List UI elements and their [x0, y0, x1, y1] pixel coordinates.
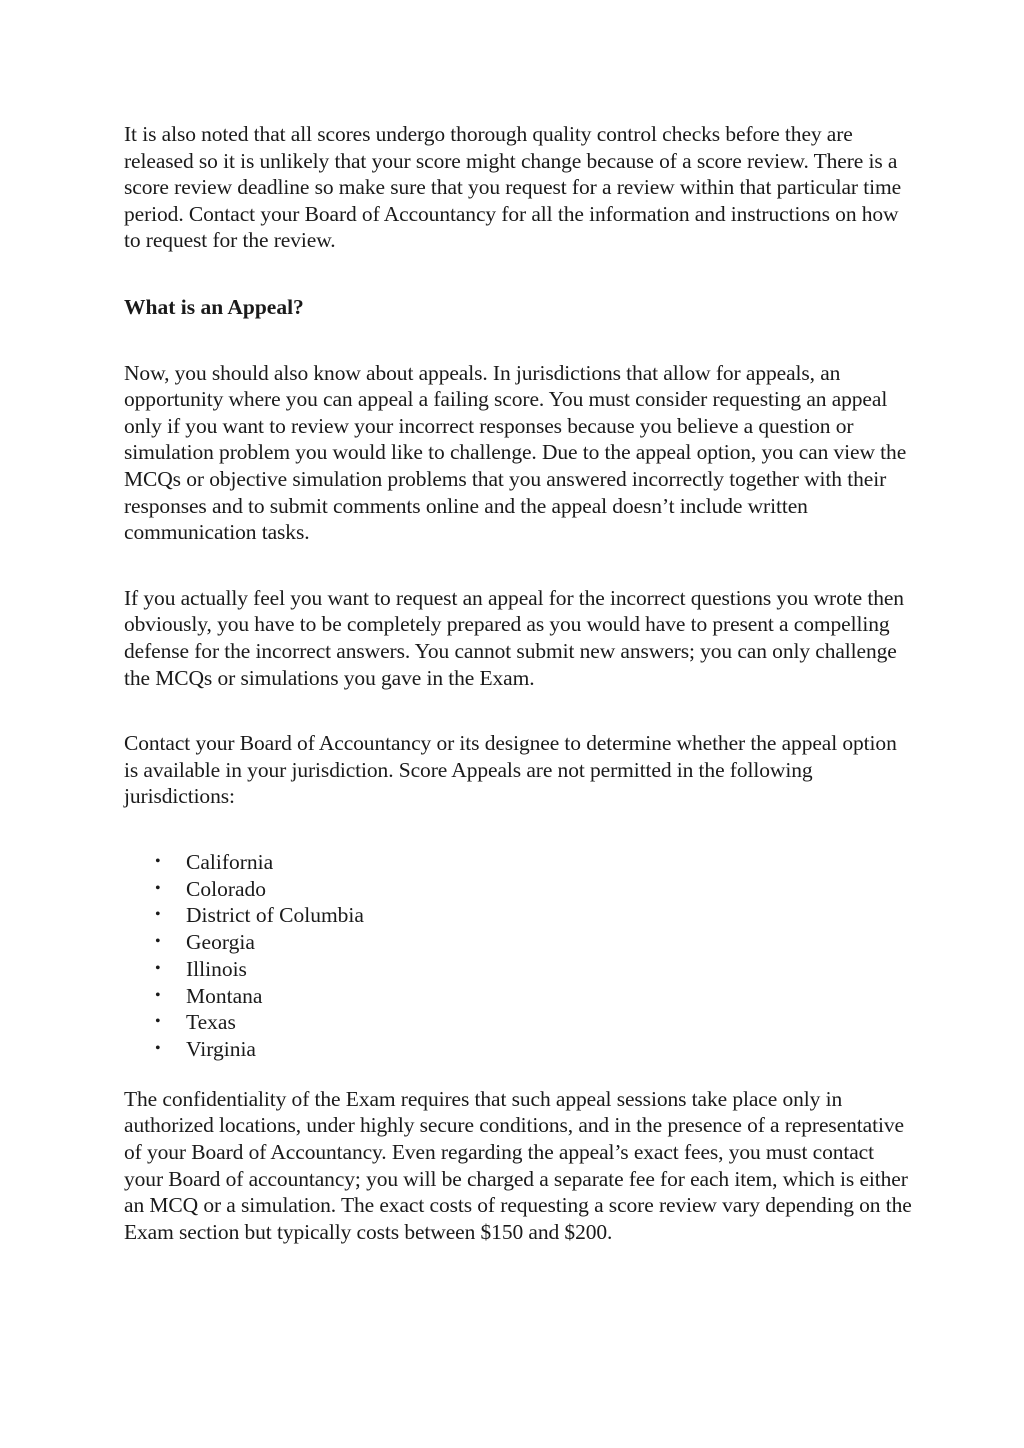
- bullet-icon: •: [155, 933, 161, 951]
- paragraph-appeal-request: If you actually feel you want to request an appeal for the incorrect questions you wrote then obviously, you have to be completely prepared as you would have to present a compelling defense for the incorrect answers. You cannot submit new answers; you can only challenge the MCQs or simulations you gave in the Exam.: [124, 585, 904, 690]
- list-item: [124, 956, 914, 983]
- list-item-label: Montana: [186, 983, 263, 1008]
- list-item: [124, 929, 914, 956]
- list-item-label: Georgia: [186, 930, 255, 955]
- bullet-icon: •: [155, 906, 161, 924]
- paragraph-confidentiality: The confidentiality of the Exam requires that such appeal sessions take place only in authorized locations, under highly secure conditions, and in the presence of a representative of your Board of Accountancy. Even regarding the appeal’s exact fees, you must contact your Board of accountancy; you will be charged a separate fee for each item, which is either an MCQ or a simulation. The exact costs of requesting a score review vary depending on the Exam section but typically costs between $150 and $200.: [124, 1086, 912, 1244]
- bullet-icon: •: [155, 879, 161, 897]
- list-item-label: District of Columbia: [186, 903, 364, 928]
- bullet-icon: •: [155, 1013, 161, 1031]
- list-item-label: Illinois: [186, 956, 247, 981]
- paragraph-appeal-intro: Now, you should also know about appeals. In jurisdictions that allow for appeals, an opportunity where you can appeal a failing score. You must consider requesting an appeal only if you want to review your incorrect responses because you believe a question or simulation problem you would like to challenge. Due to the appeal option, you can view the MCQs or objective simulation problems that you answered incorrectly together with their responses and to submit comments online and the appeal doesn’t include written communication tasks.: [124, 360, 907, 545]
- paragraph-score-review: It is also noted that all scores undergo thorough quality control checks before they are released so it is unlikely that your score might change because of a score review. There is a score review deadline so make sure that you request for a review within that particular time period. Contact your Board of Accountancy for all the information and instructions on how to request for the review.: [124, 122, 902, 253]
- list-item: [124, 849, 914, 876]
- heading-what-is-an-appeal: What is an Appeal?: [124, 294, 304, 319]
- list-item: [124, 983, 914, 1010]
- list-item-label: Colorado: [186, 876, 267, 901]
- bullet-icon: •: [155, 1040, 161, 1058]
- list-item: [124, 1036, 914, 1063]
- list-item-label: Virginia: [186, 1037, 256, 1062]
- bullet-icon: •: [155, 852, 161, 870]
- list-item-label: Texas: [186, 1010, 236, 1035]
- document-page: [124, 121, 914, 1245]
- list-item: [124, 876, 914, 903]
- bullet-icon: •: [155, 986, 161, 1004]
- paragraph-contact-board: Contact your Board of Accountancy or its designee to determine whether the appeal option is available in your jurisdiction. Score Appeals are not permitted in the following jurisdictions:: [124, 731, 897, 809]
- list-item: [124, 1009, 914, 1036]
- bullet-icon: •: [155, 959, 161, 977]
- list-item: [124, 902, 914, 929]
- jurisdiction-list: [124, 849, 914, 1063]
- list-item-label: California: [186, 849, 274, 874]
